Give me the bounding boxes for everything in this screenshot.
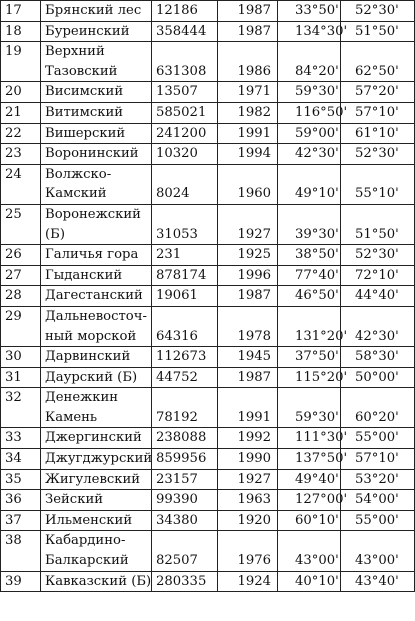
area-cell: 631308 [152, 42, 218, 82]
reserve-name-line: Верхний [45, 44, 105, 60]
longitude-cell: 37°50' [278, 347, 341, 368]
latitude-cell: 57°10' [341, 449, 415, 470]
table-row [1, 245, 415, 266]
area-cell: 8024 [152, 164, 218, 204]
reserve-name-line: Жигулевский [45, 471, 141, 487]
area-cell: 358444 [152, 21, 218, 42]
longitude-cell: 134°30' [278, 21, 341, 42]
reserve-name-line: Кавказский (Б) [45, 573, 152, 589]
row-number-cell: 22 [1, 123, 41, 144]
area-cell: 78192 [152, 388, 218, 428]
reserve-name-cell [41, 347, 152, 368]
reserve-name-line: Денежкин [45, 390, 119, 406]
reserve-name-cell [41, 123, 152, 144]
table-row [1, 21, 415, 42]
reserve-name-cell [41, 102, 152, 123]
reserve-name-line: Балкарский [45, 553, 129, 569]
row-number-cell: 35 [1, 469, 41, 490]
latitude-cell: 53°20' [341, 469, 415, 490]
longitude-cell: 84°20' [278, 42, 341, 82]
latitude-cell: 43°00' [341, 531, 415, 571]
row-number-cell: 39 [1, 571, 41, 592]
area-cell: 23157 [152, 469, 218, 490]
latitude-cell: 50°00' [341, 367, 415, 388]
reserve-name-line: Ильменский [45, 512, 133, 528]
reserve-name-line: Дальневосточ- [45, 308, 147, 324]
reserve-name-cell [41, 21, 152, 42]
reserve-name-line: Брянский лес [45, 3, 142, 18]
row-number-cell: 29 [1, 306, 41, 346]
reserve-name-cell [41, 204, 152, 244]
year-founded-cell: 1986 [218, 42, 278, 82]
reserve-name-cell [41, 1, 152, 22]
reserve-name-line: Буреинский [45, 23, 130, 39]
reserve-name-line: Зейский [45, 492, 104, 508]
longitude-cell: 59°30' [278, 388, 341, 428]
year-founded-cell: 1992 [218, 428, 278, 449]
longitude-cell: 43°00' [278, 531, 341, 571]
year-founded-cell: 1991 [218, 388, 278, 428]
reserve-name-cell [41, 144, 152, 165]
row-number-cell: 18 [1, 21, 41, 42]
latitude-cell: 55°10' [341, 164, 415, 204]
latitude-cell: 57°10' [341, 102, 415, 123]
longitude-cell: 115°20' [278, 367, 341, 388]
longitude-cell: 111°30' [278, 428, 341, 449]
area-cell: 238088 [152, 428, 218, 449]
reserve-name-line: Джергинский [45, 430, 142, 446]
latitude-cell: 58°30' [341, 347, 415, 368]
year-founded-cell: 1925 [218, 245, 278, 266]
reserve-name-cell [41, 571, 152, 592]
longitude-cell: 40°10' [278, 571, 341, 592]
row-number-cell: 26 [1, 245, 41, 266]
area-cell: 64316 [152, 306, 218, 346]
table-row [1, 428, 415, 449]
area-cell: 99390 [152, 490, 218, 511]
latitude-cell: 42°30' [341, 306, 415, 346]
table-row [1, 469, 415, 490]
area-cell: 12186 [152, 1, 218, 22]
area-cell: 112673 [152, 347, 218, 368]
area-cell: 859956 [152, 449, 218, 470]
reserves-table-body [1, 1, 415, 592]
longitude-cell: 60°10' [278, 510, 341, 531]
latitude-cell: 52°30' [341, 245, 415, 266]
year-founded-cell: 1987 [218, 286, 278, 307]
table-row [1, 367, 415, 388]
reserve-name-line: Дагестанский [45, 288, 143, 304]
reserve-name-line: Дарвинский [45, 349, 131, 365]
row-number-cell: 36 [1, 490, 41, 511]
reserve-name-line: ный морской [45, 328, 137, 344]
table-row [1, 286, 415, 307]
year-founded-cell: 1945 [218, 347, 278, 368]
longitude-cell: 127°00' [278, 490, 341, 511]
reserve-name-line: Кабардино- [45, 533, 126, 549]
reserve-name-cell [41, 367, 152, 388]
latitude-cell: 60°20' [341, 388, 415, 428]
reserve-name-cell [41, 286, 152, 307]
row-number-cell: 28 [1, 286, 41, 307]
table-row [1, 388, 415, 428]
year-founded-cell: 1976 [218, 531, 278, 571]
row-number-cell: 32 [1, 388, 41, 428]
area-cell: 34380 [152, 510, 218, 531]
table-row [1, 42, 415, 82]
longitude-cell: 42°30' [278, 144, 341, 165]
year-founded-cell: 1927 [218, 469, 278, 490]
reserve-name-line: Камский [45, 186, 107, 202]
latitude-cell: 52°30' [341, 1, 415, 22]
reserve-name-line: Висимский [45, 84, 124, 100]
latitude-cell: 57°20' [341, 82, 415, 103]
reserve-name-line: Воронежский [45, 206, 141, 222]
reserve-name-line: Волжско- [45, 166, 112, 182]
reserve-name-line: Вишерский [45, 125, 126, 141]
reserve-name-line: Джугджурский [45, 451, 153, 467]
year-founded-cell: 1963 [218, 490, 278, 511]
year-founded-cell: 1990 [218, 449, 278, 470]
row-number-cell: 21 [1, 102, 41, 123]
reserve-name-line: Витимский [45, 104, 124, 120]
longitude-cell: 49°10' [278, 164, 341, 204]
reserve-name-cell [41, 265, 152, 286]
longitude-cell: 116°50' [278, 102, 341, 123]
table-row [1, 571, 415, 592]
table-row [1, 123, 415, 144]
reserve-name-line: Галичья гора [45, 247, 139, 263]
longitude-cell: 38°50' [278, 245, 341, 266]
table-row [1, 510, 415, 531]
year-founded-cell: 1987 [218, 21, 278, 42]
year-founded-cell: 1978 [218, 306, 278, 346]
latitude-cell: 44°40' [341, 286, 415, 307]
table-row [1, 144, 415, 165]
row-number-cell: 20 [1, 82, 41, 103]
row-number-cell: 33 [1, 428, 41, 449]
table-row [1, 1, 415, 22]
reserve-name-cell [41, 469, 152, 490]
reserve-name-cell [41, 82, 152, 103]
row-number-cell: 34 [1, 449, 41, 470]
area-cell: 241200 [152, 123, 218, 144]
table-row [1, 204, 415, 244]
latitude-cell: 54°00' [341, 490, 415, 511]
year-founded-cell: 1996 [218, 265, 278, 286]
reserve-name-line: (Б) [45, 226, 65, 242]
reserve-name-cell [41, 42, 152, 82]
area-cell: 878174 [152, 265, 218, 286]
row-number-cell: 31 [1, 367, 41, 388]
area-cell: 82507 [152, 531, 218, 571]
reserve-name-cell [41, 449, 152, 470]
reserve-name-cell [41, 531, 152, 571]
longitude-cell: 46°50' [278, 286, 341, 307]
year-founded-cell: 1920 [218, 510, 278, 531]
longitude-cell: 131°20' [278, 306, 341, 346]
reserve-name-cell [41, 245, 152, 266]
row-number-cell: 24 [1, 164, 41, 204]
year-founded-cell: 1927 [218, 204, 278, 244]
row-number-cell: 17 [1, 1, 41, 22]
reserve-name-cell [41, 510, 152, 531]
year-founded-cell: 1982 [218, 102, 278, 123]
latitude-cell: 72°10' [341, 265, 415, 286]
longitude-cell: 77°40' [278, 265, 341, 286]
latitude-cell: 51°50' [341, 21, 415, 42]
table-row [1, 164, 415, 204]
latitude-cell: 61°10' [341, 123, 415, 144]
area-cell: 13507 [152, 82, 218, 103]
reserve-name-line: Даурский (Б) [45, 369, 138, 385]
latitude-cell: 55°00' [341, 428, 415, 449]
table-row [1, 347, 415, 368]
longitude-cell: 39°30' [278, 204, 341, 244]
reserve-name-cell [41, 306, 152, 346]
year-founded-cell: 1960 [218, 164, 278, 204]
reserve-name-line: Воронинский [45, 146, 139, 162]
row-number-cell: 37 [1, 510, 41, 531]
latitude-cell: 51°50' [341, 204, 415, 244]
row-number-cell: 27 [1, 265, 41, 286]
latitude-cell: 55°00' [341, 510, 415, 531]
table-row [1, 306, 415, 346]
year-founded-cell: 1987 [218, 1, 278, 22]
latitude-cell: 52°30' [341, 144, 415, 165]
year-founded-cell: 1971 [218, 82, 278, 103]
area-cell: 31053 [152, 204, 218, 244]
reserve-name-cell [41, 428, 152, 449]
row-number-cell: 30 [1, 347, 41, 368]
latitude-cell: 43°40' [341, 571, 415, 592]
latitude-cell: 62°50' [341, 42, 415, 82]
area-cell: 280335 [152, 571, 218, 592]
longitude-cell: 137°50' [278, 449, 341, 470]
row-number-cell: 38 [1, 531, 41, 571]
year-founded-cell: 1994 [218, 144, 278, 165]
area-cell: 231 [152, 245, 218, 266]
year-founded-cell: 1991 [218, 123, 278, 144]
reserve-name-line: Тазовский [45, 63, 118, 79]
reserve-name-line: Камень [45, 409, 98, 425]
table-row [1, 531, 415, 571]
year-founded-cell: 1987 [218, 367, 278, 388]
longitude-cell: 49°40' [278, 469, 341, 490]
table-row [1, 449, 415, 470]
area-cell: 19061 [152, 286, 218, 307]
reserve-name-cell [41, 490, 152, 511]
row-number-cell: 25 [1, 204, 41, 244]
table-row [1, 102, 415, 123]
reserve-name-cell [41, 388, 152, 428]
year-founded-cell: 1924 [218, 571, 278, 592]
table-row [1, 490, 415, 511]
longitude-cell: 33°50' [278, 1, 341, 22]
area-cell: 10320 [152, 144, 218, 165]
longitude-cell: 59°00' [278, 123, 341, 144]
row-number-cell: 23 [1, 144, 41, 165]
area-cell: 44752 [152, 367, 218, 388]
longitude-cell: 59°30' [278, 82, 341, 103]
row-number-cell: 19 [1, 42, 41, 82]
reserve-name-cell [41, 164, 152, 204]
reserve-name-line: Гыданский [45, 267, 123, 283]
table-row [1, 265, 415, 286]
table-row [1, 82, 415, 103]
area-cell: 585021 [152, 102, 218, 123]
